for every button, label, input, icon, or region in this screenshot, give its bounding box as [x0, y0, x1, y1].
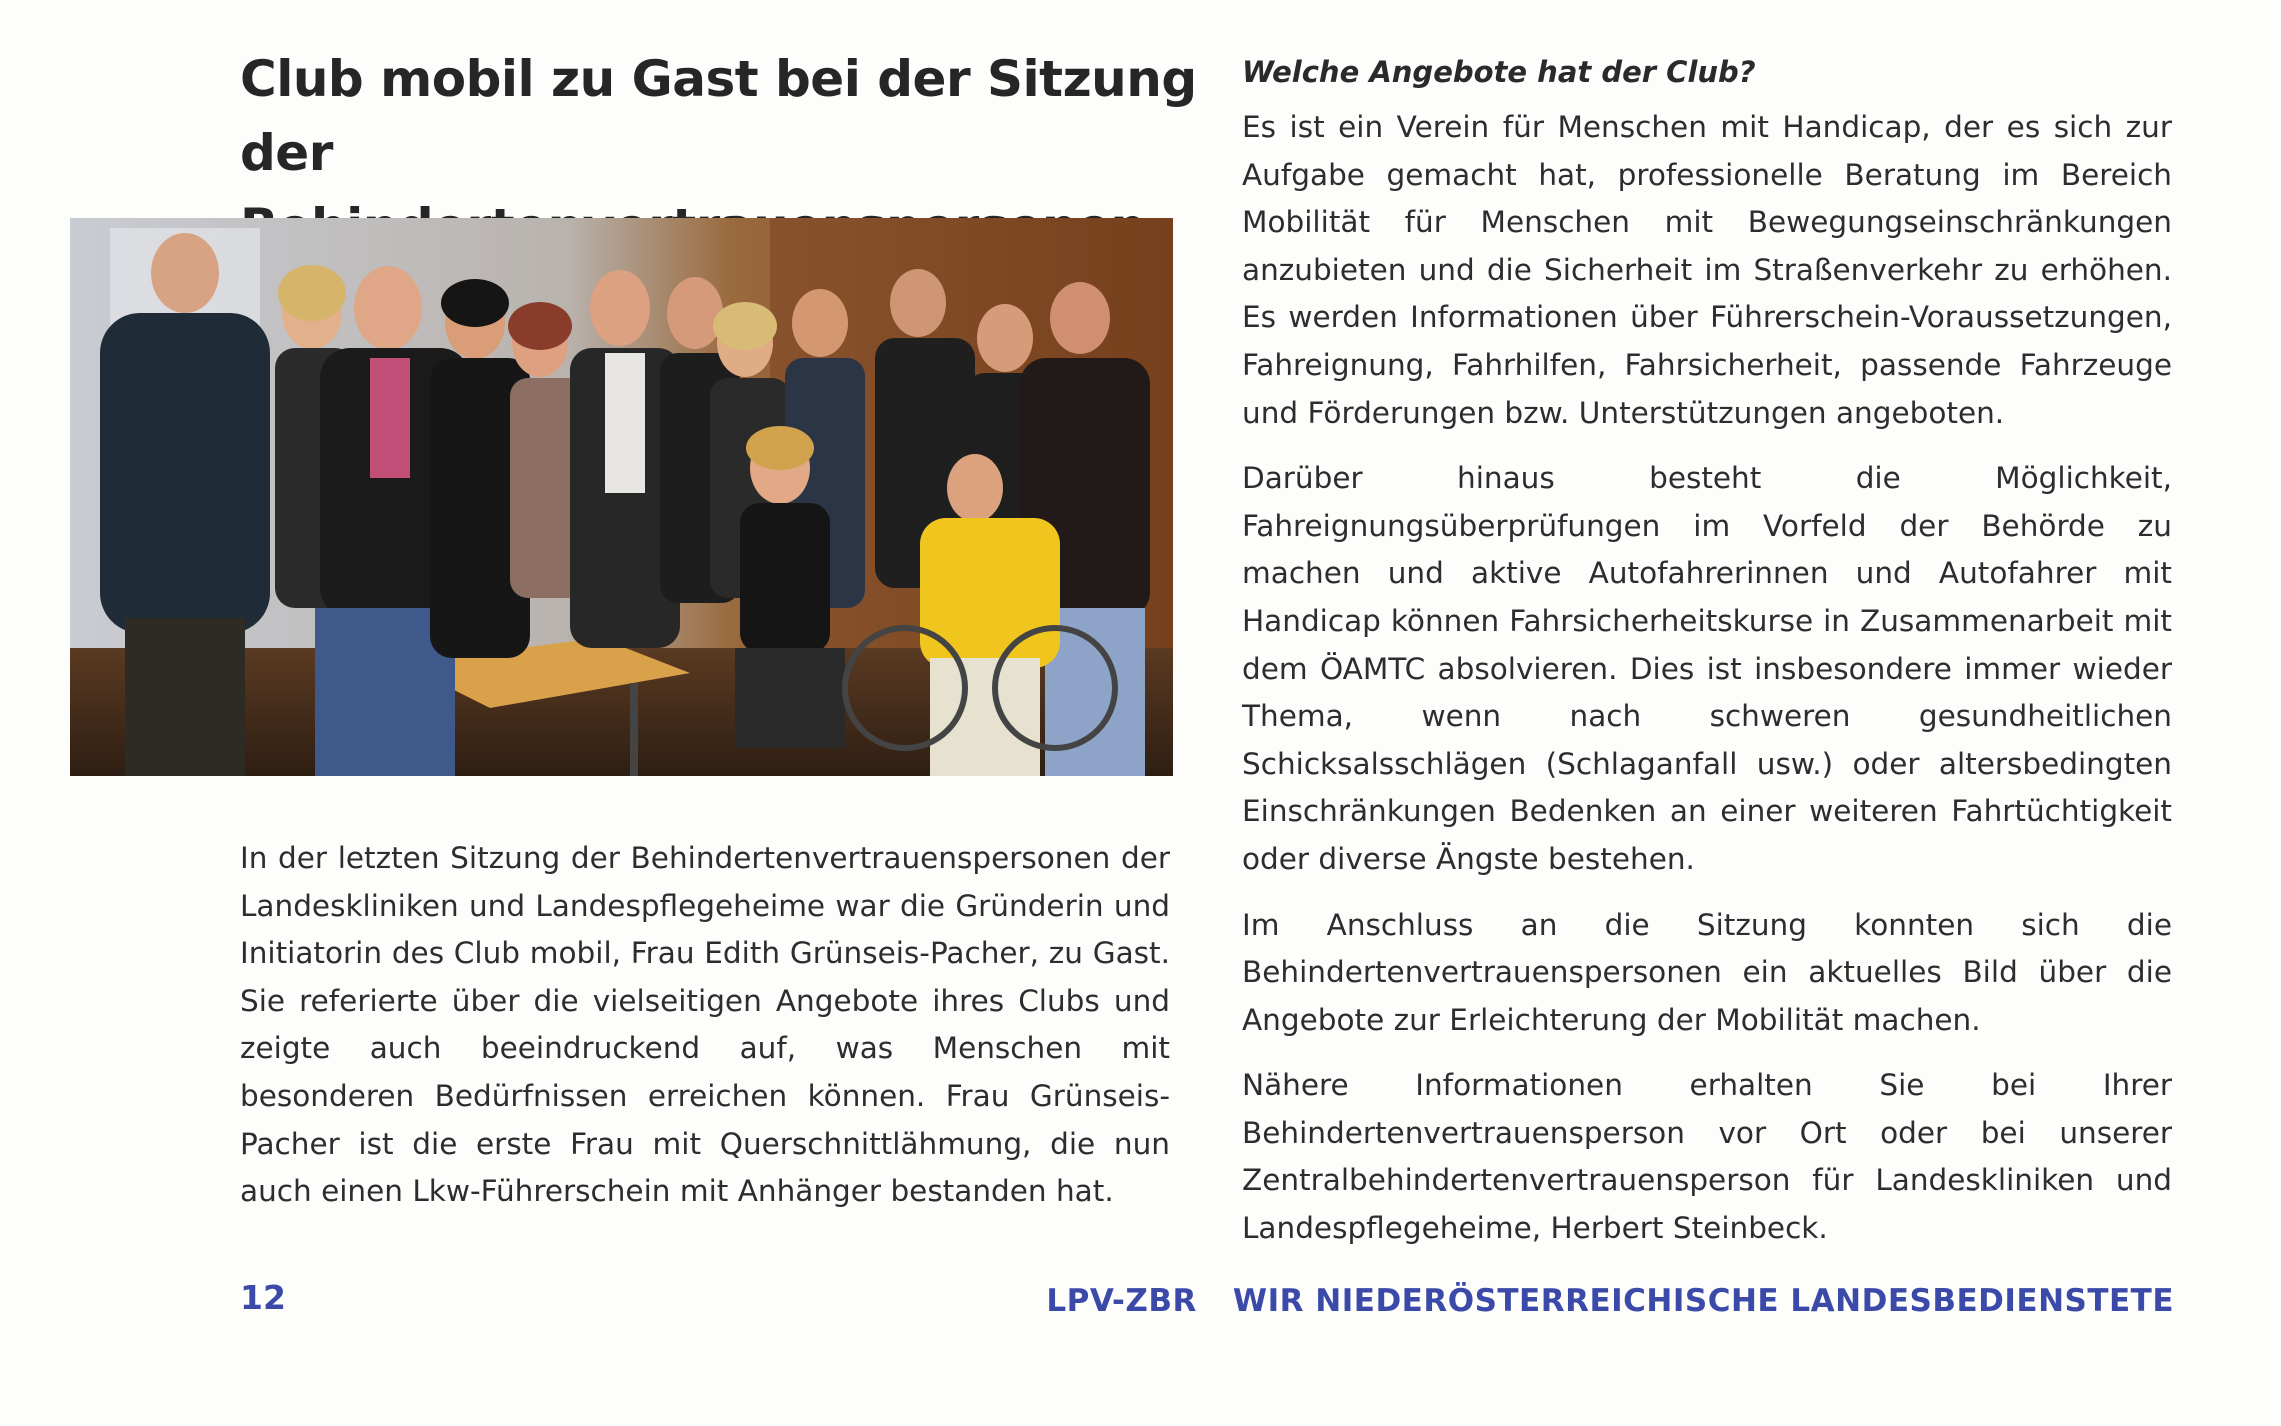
footer-title: [1046, 1283, 2174, 1319]
right-column: [1242, 52, 2172, 1271]
page-number: 12: [240, 1278, 286, 1317]
headline-line-1: Club mobil zu Gast bei der Sitzung: [240, 50, 1197, 108]
paragraph-contact: Nähere Informationen erhalten Sie bei Ihrer Behindertenvertrauensperson vor Ort oder bei unserer Zentralbehindertenvertrauensperson für Landeskliniken und Landespflegeheime, Herbert Steinbeck.: [1242, 1068, 2172, 1246]
section-code: LPV-ZBR: [1046, 1283, 1197, 1319]
publication-name: WIR NIEDERÖSTERREICHISCHE LANDESBEDIENSTETE: [1232, 1283, 2174, 1319]
paragraph-follow-up: Im Anschluss an die Sitzung konnten sich die Behindertenvertrauenspersonen ein aktuelles Bild über die Angebote zur Erleichterung der Mobilität machen.: [1242, 907, 2172, 1037]
section-subheading: Welche Angebote hat der Club?: [1242, 55, 1756, 89]
paragraph-driving-tests: Darüber hinaus besteht die Möglichkeit, Fahreignungsüberprüfungen im Vorfeld der Behörde zu machen und aktive Autofahrerinnen und Autofahrer mit Handicap können Fahrsicherheitskurse in Zusammenarbeit mit dem ÖAMTC absolvieren. Dies ist insbesondere immer wieder Thema, wenn nach schweren gesundheitlichen Schicksalsschlägen (Schlaganfall usw.) oder altersbedingten Einschränkungen Bedenken an einer weiteren Fahrtüchtigkeit oder diverse Ängste bestehen.: [1242, 461, 2172, 876]
paragraph-offers: Es ist ein Verein für Menschen mit Handicap, der es sich zur Aufgabe gemacht hat, professionelle Beratung im Bereich Mobilität für Menschen mit Bewegungseinschränkungen anzubieten und die Sicherheit im Straßenverkehr zu erhöhen. Es werden Informationen über Führerschein-Voraussetzungen, Fahreignung, Fahrhilfen, Fahrsicherheit, passende Fahrzeuge und Förderungen bzw. Unterstützungen angeboten.: [1242, 110, 2172, 430]
headline-line-2: der: [240, 124, 333, 182]
article-intro: In der letzten Sitzung der Behindertenvertrauenspersonen der Landeskliniken und Landespflegeheime war die Gründerin und Initiatorin des Club mobil, Frau Edith Grünseis-Pacher, zu Gast. Sie referierte über die vielseitigen Angebote ihres Clubs und zeigte auch beeindruckend auf, was Menschen mit besonderen Bedürfnissen erreichen können. Frau Grünseis-Pacher ist die erste Frau mit Querschnittlähmung, die nun auch einen Lkw-Führerschein mit Anhänger bestanden hat.: [240, 841, 1170, 1209]
group-photo: [70, 218, 1173, 776]
